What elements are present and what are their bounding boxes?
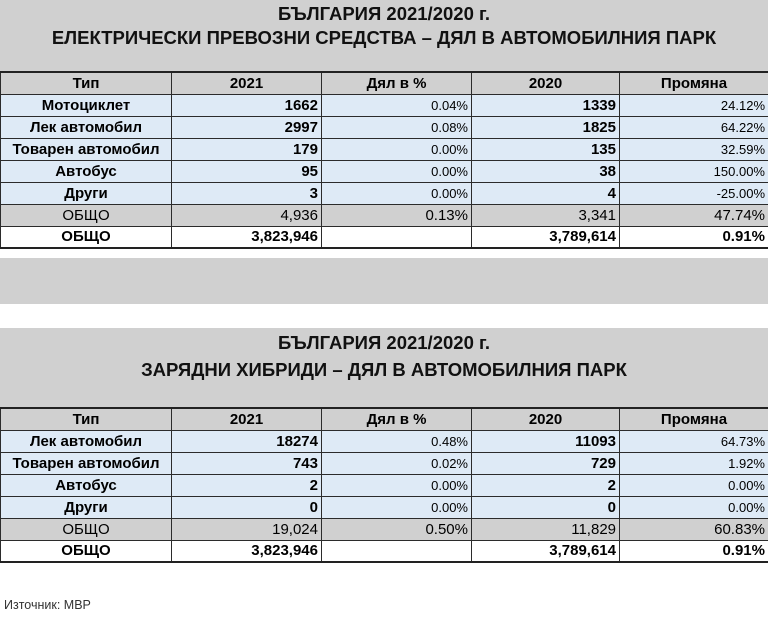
row-2020: 1825 (472, 116, 620, 138)
row-share: 0.48% (322, 430, 472, 452)
row-change: 150.00% (620, 160, 768, 182)
table1-header-change: Промяна (620, 72, 768, 94)
row-2021: 179 (172, 138, 322, 160)
table1-header-share: Дял в % (322, 72, 472, 94)
table-row (1, 430, 768, 452)
table2-title (0, 331, 768, 382)
row-change: 0.00% (620, 496, 768, 518)
sum-2020: 11,829 (472, 518, 620, 540)
table1-sum-row (1, 204, 768, 226)
row-2021: 95 (172, 160, 322, 182)
total-label: ОБЩО (1, 226, 172, 248)
table-row (1, 182, 768, 204)
row-type: Товарен автомобил (1, 452, 172, 474)
row-2021: 743 (172, 452, 322, 474)
sum-2021: 4,936 (172, 204, 322, 226)
table2-header-type: Тип (1, 408, 172, 430)
total-2020: 3,789,614 (472, 226, 620, 248)
row-change: 24.12% (620, 94, 768, 116)
row-type: Товарен автомобил (1, 138, 172, 160)
sum-change: 47.74% (620, 204, 768, 226)
total-change: 0.91% (620, 226, 768, 248)
table1-header-2020: 2020 (472, 72, 620, 94)
row-2021: 0 (172, 496, 322, 518)
row-change: 0.00% (620, 474, 768, 496)
row-2020: 4 (472, 182, 620, 204)
row-2021: 2997 (172, 116, 322, 138)
table-row (1, 160, 768, 182)
row-2020: 1339 (472, 94, 620, 116)
table-row (1, 452, 768, 474)
table2-header-change: Промяна (620, 408, 768, 430)
row-2021: 1662 (172, 94, 322, 116)
table2-header-2021: 2021 (172, 408, 322, 430)
table2 (0, 407, 768, 563)
row-type: Автобус (1, 160, 172, 182)
table2-total-row (1, 540, 768, 562)
source-note: Източник: МВР (4, 598, 91, 612)
table2-header-row (1, 408, 768, 430)
table2-header-share: Дял в % (322, 408, 472, 430)
row-2020: 11093 (472, 430, 620, 452)
total-2020: 3,789,614 (472, 540, 620, 562)
table-row (1, 496, 768, 518)
row-share: 0.04% (322, 94, 472, 116)
row-2021: 18274 (172, 430, 322, 452)
table1-title-line2: ЕЛЕКТРИЧЕСКИ ПРЕВОЗНИ СРЕДСТВА – ДЯЛ В АВТОМОБИЛНИЯ ПАРК (51, 27, 717, 48)
total-label: ОБЩО (1, 540, 172, 562)
total-2021: 3,823,946 (172, 540, 322, 562)
total-share (322, 226, 472, 248)
row-change: 1.92% (620, 452, 768, 474)
row-2021: 2 (172, 474, 322, 496)
row-2020: 38 (472, 160, 620, 182)
row-share: 0.00% (322, 474, 472, 496)
row-share: 0.02% (322, 452, 472, 474)
row-change: 64.22% (620, 116, 768, 138)
total-change: 0.91% (620, 540, 768, 562)
table-row (1, 138, 768, 160)
table1-header-type: Тип (1, 72, 172, 94)
row-2020: 0 (472, 496, 620, 518)
table1 (0, 71, 768, 249)
table2-title-line2: ЗАРЯДНИ ХИБРИДИ – ДЯЛ В АВТОМОБИЛНИЯ ПАРК (141, 359, 627, 380)
table1-header-row (1, 72, 768, 94)
sum-change: 60.83% (620, 518, 768, 540)
sum-share: 0.50% (322, 518, 472, 540)
table2-title-line1: БЪЛГАРИЯ 2021/2020 г. (277, 332, 490, 353)
table1-title (0, 2, 768, 50)
table1-footer-band (0, 258, 768, 304)
sum-label: ОБЩО (1, 204, 172, 226)
row-share: 0.00% (322, 182, 472, 204)
row-2020: 135 (472, 138, 620, 160)
row-type: Лек автомобил (1, 116, 172, 138)
sum-share: 0.13% (322, 204, 472, 226)
row-change: 32.59% (620, 138, 768, 160)
table1-total-row (1, 226, 768, 248)
table-row (1, 474, 768, 496)
table2-sum-row (1, 518, 768, 540)
table1-header-2021: 2021 (172, 72, 322, 94)
row-change: -25.00% (620, 182, 768, 204)
row-change: 64.73% (620, 430, 768, 452)
row-type: Мотоциклет (1, 94, 172, 116)
row-2020: 729 (472, 452, 620, 474)
total-2021: 3,823,946 (172, 226, 322, 248)
table-row (1, 116, 768, 138)
table1-title-line1: БЪЛГАРИЯ 2021/2020 г. (277, 3, 490, 24)
row-type: Други (1, 496, 172, 518)
sum-2021: 19,024 (172, 518, 322, 540)
row-share: 0.00% (322, 160, 472, 182)
row-2021: 3 (172, 182, 322, 204)
row-type: Лек автомобил (1, 430, 172, 452)
sum-2020: 3,341 (472, 204, 620, 226)
row-share: 0.00% (322, 138, 472, 160)
row-2020: 2 (472, 474, 620, 496)
row-type: Автобус (1, 474, 172, 496)
sum-label: ОБЩО (1, 518, 172, 540)
row-type: Други (1, 182, 172, 204)
row-share: 0.00% (322, 496, 472, 518)
table2-header-2020: 2020 (472, 408, 620, 430)
total-share (322, 540, 472, 562)
table-row (1, 94, 768, 116)
row-share: 0.08% (322, 116, 472, 138)
